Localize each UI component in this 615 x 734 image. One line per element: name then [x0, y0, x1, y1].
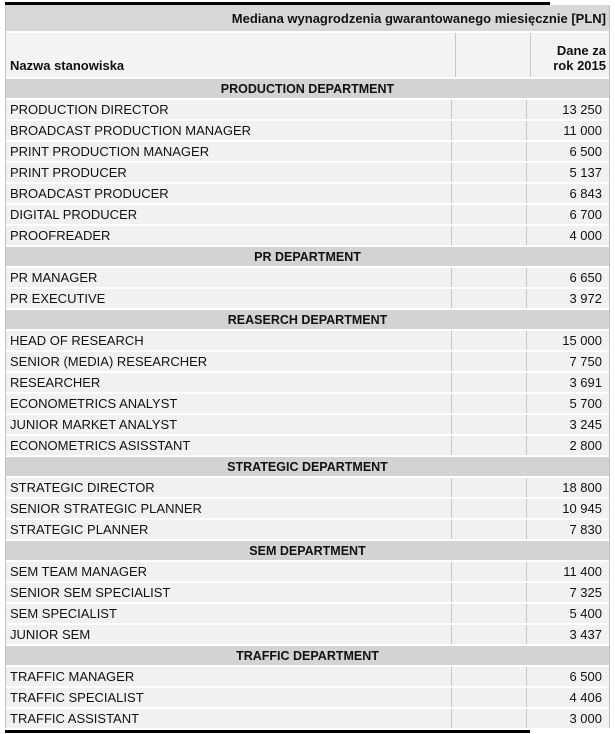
value-cell: 15 000 — [526, 331, 605, 350]
position-cell: TRAFFIC ASSISTANT — [10, 711, 140, 726]
position-cell: TRAFFIC SPECIALIST — [10, 690, 144, 705]
table-row — [6, 373, 609, 392]
value-cell: 3 245 — [526, 415, 605, 434]
value-cell: 6 700 — [526, 205, 605, 224]
department-header-label: REASERCH DEPARTMENT — [227, 312, 388, 327]
position-cell: PR MANAGER — [10, 270, 98, 285]
position-cell: SENIOR SEM SPECIALIST — [10, 585, 171, 600]
spacer-cell — [451, 268, 526, 287]
department-header — [6, 541, 609, 560]
table-row — [6, 625, 609, 644]
position-cell: DIGITAL PRODUCER — [10, 207, 138, 222]
spacer-cell — [451, 226, 526, 245]
table-row — [6, 520, 609, 539]
spacer-cell — [451, 583, 526, 602]
position-cell: BROADCAST PRODUCTION MANAGER — [10, 123, 252, 138]
table-row — [6, 205, 609, 224]
table-row — [6, 121, 609, 140]
spacer-cell — [451, 394, 526, 413]
spacer-cell — [451, 625, 526, 644]
spacer-cell — [451, 352, 526, 371]
table-row — [6, 478, 609, 497]
spacer-cell — [451, 142, 526, 161]
table-row — [6, 331, 609, 350]
position-cell: ECONOMETRICS ASISSTANT — [10, 438, 191, 453]
table-row — [6, 667, 609, 686]
spacer-cell — [451, 163, 526, 182]
table-row — [6, 604, 609, 623]
value-cell: 5 700 — [526, 394, 605, 413]
table-row — [6, 583, 609, 602]
position-cell: SEM SPECIALIST — [10, 606, 117, 621]
position-cell: SENIOR (MEDIA) RESEARCHER — [10, 354, 208, 369]
table-row — [6, 499, 609, 518]
position-cell: TRAFFIC MANAGER — [10, 669, 135, 684]
table-row — [6, 688, 609, 707]
value-cell: 6 500 — [526, 142, 605, 161]
spacer-cell — [451, 520, 526, 539]
position-cell: SENIOR STRATEGIC PLANNER — [10, 501, 202, 516]
position-cell: STRATEGIC DIRECTOR — [10, 480, 155, 495]
spacer-cell — [451, 205, 526, 224]
table-row — [6, 226, 609, 245]
department-header-label: STRATEGIC DEPARTMENT — [227, 459, 388, 474]
value-cell: 7 830 — [526, 520, 605, 539]
spacer-cell — [451, 100, 526, 119]
spacer-cell — [451, 289, 526, 308]
table-row — [6, 352, 609, 371]
spacer-cell — [451, 415, 526, 434]
value-cell: 11 000 — [526, 121, 605, 140]
column-header-position: Nazwa stanowiska — [10, 58, 125, 73]
value-cell: 5 400 — [526, 604, 605, 623]
value-cell: 4 000 — [526, 226, 605, 245]
spacer-cell — [451, 478, 526, 497]
table-body — [6, 79, 609, 728]
value-cell: 13 250 — [526, 100, 605, 119]
position-cell: PRODUCTION DIRECTOR — [10, 102, 169, 117]
position-cell: PR EXECUTIVE — [10, 291, 106, 306]
position-cell: RESEARCHER — [10, 375, 101, 390]
value-cell: 3 972 — [526, 289, 605, 308]
table-row — [6, 100, 609, 119]
value-cell: 3 691 — [526, 373, 605, 392]
department-header — [6, 310, 609, 329]
position-cell: PRINT PRODUCER — [10, 165, 127, 180]
table-row — [6, 394, 609, 413]
table-row — [6, 562, 609, 581]
salary-table-grid — [5, 5, 610, 728]
value-cell: 3 437 — [526, 625, 605, 644]
spacer-cell — [451, 562, 526, 581]
spacer-cell — [451, 373, 526, 392]
value-cell: 6 500 — [526, 667, 605, 686]
department-header-label: TRAFFIC DEPARTMENT — [236, 648, 379, 663]
spacer-cell — [451, 121, 526, 140]
table-row — [6, 163, 609, 182]
value-cell: 18 800 — [526, 478, 605, 497]
value-cell: 7 750 — [526, 352, 605, 371]
value-cell: 2 800 — [526, 436, 605, 455]
table-row — [6, 142, 609, 161]
table-title: Mediana wynagrodzenia gwarantowanego miesięcznie [PLN] — [231, 10, 606, 26]
position-cell: PRINT PRODUCTION MANAGER — [10, 144, 210, 159]
position-cell: PROOFREADER — [10, 228, 111, 243]
spacer-cell — [451, 604, 526, 623]
table-title-row — [6, 5, 609, 31]
position-cell: ECONOMETRICS ANALYST — [10, 396, 178, 411]
table-header-row — [6, 33, 609, 77]
department-header — [6, 247, 609, 266]
table-row — [6, 709, 609, 728]
spacer-cell — [451, 436, 526, 455]
table-row — [6, 268, 609, 287]
department-header — [6, 457, 609, 476]
column-header-value — [530, 33, 609, 77]
department-header-label: SEM DEPARTMENT — [249, 543, 366, 558]
value-cell: 11 400 — [526, 562, 605, 581]
position-cell: HEAD OF RESEARCH — [10, 333, 144, 348]
position-cell: SEM TEAM MANAGER — [10, 564, 148, 579]
table-row — [6, 184, 609, 203]
position-cell: JUNIOR MARKET ANALYST — [10, 417, 178, 432]
table-row — [6, 289, 609, 308]
department-header-label: PRODUCTION DEPARTMENT — [220, 81, 395, 96]
value-cell: 10 945 — [526, 499, 605, 518]
value-cell: 6 843 — [526, 184, 605, 203]
value-cell: 5 137 — [526, 163, 605, 182]
spacer-cell — [451, 709, 526, 728]
department-header — [6, 79, 609, 98]
department-header-label: PR DEPARTMENT — [254, 249, 361, 264]
table-row — [6, 415, 609, 434]
table-bottom-border — [5, 730, 530, 733]
salary-table — [5, 2, 610, 733]
position-cell: STRATEGIC PLANNER — [10, 522, 149, 537]
position-cell: JUNIOR SEM — [10, 627, 91, 642]
column-header-spacer — [455, 33, 530, 77]
value-cell: 6 650 — [526, 268, 605, 287]
spacer-cell — [451, 499, 526, 518]
value-cell: 3 000 — [526, 709, 605, 728]
spacer-cell — [451, 331, 526, 350]
position-cell: BROADCAST PRODUCER — [10, 186, 169, 201]
value-cell: 4 406 — [526, 688, 605, 707]
spacer-cell — [451, 667, 526, 686]
spacer-cell — [451, 688, 526, 707]
table-row — [6, 436, 609, 455]
column-header-value-line2: rok 2015 — [553, 58, 606, 73]
value-cell: 7 325 — [526, 583, 605, 602]
department-header — [6, 646, 609, 665]
column-header-value-line1: Dane za — [556, 43, 606, 58]
spacer-cell — [451, 184, 526, 203]
